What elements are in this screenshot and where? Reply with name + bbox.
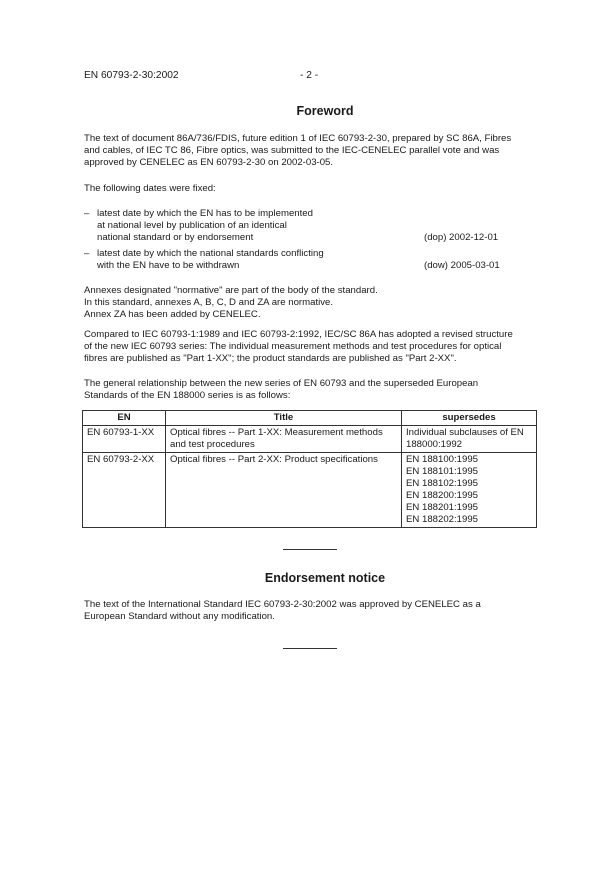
- text-line: In this standard, annexes A, B, C, D and ZA are normative.: [84, 297, 334, 308]
- table-header-row: [83, 411, 537, 426]
- text-line: latest date by which the national standards conflicting: [97, 248, 324, 259]
- superseded-standard: EN 188100:1995: [406, 454, 479, 465]
- cell-title: Optical fibres -- Part 2-XX: Product specifications: [166, 453, 402, 528]
- superseded-standard: EN 188200:1995: [406, 490, 479, 501]
- endorsement-title: Endorsement notice: [264, 571, 386, 585]
- foreword-title: Foreword: [296, 104, 354, 118]
- text-line: of the new IEC 60793 series: The individual measurement methods and test procedures for optical: [84, 341, 502, 352]
- date-item-dow-text: [97, 248, 337, 272]
- text-line: and cables, of IEC TC 86, Fibre optics, was submitted to the IEC-CENELEC parallel vote and was: [84, 145, 500, 156]
- comparison-paragraph: [84, 329, 537, 365]
- superseded-standard: EN 188201:1995: [406, 502, 479, 513]
- relationship-paragraph: [84, 378, 537, 402]
- list-dash: –: [84, 248, 90, 259]
- list-dash: –: [84, 208, 90, 219]
- page-number: - 2 -: [300, 70, 319, 81]
- text-line: The text of document 86A/736/FDIS, future edition 1 of IEC 60793-2-30, prepared by SC 86A, Fibres: [84, 133, 512, 144]
- date-item-dop-text: [97, 208, 337, 244]
- column-header-title: Title: [166, 411, 402, 426]
- text-line: Annex ZA has been added by CENELEC.: [84, 309, 261, 320]
- date-dow: (dow) 2005-03-01: [424, 260, 500, 271]
- text-line: Compared to IEC 60793-1:1989 and IEC 60793-2:1992, IEC/SC 86A has adopted a revised structure: [84, 329, 513, 340]
- end-divider: [283, 648, 337, 649]
- superseded-standard: Individual subclauses of EN 188000:1992: [406, 427, 524, 450]
- text-line: The text of the International Standard IEC 60793-2-30:2002 was approved by CENELEC as a: [84, 599, 481, 610]
- superseded-standard: EN 188101:1995: [406, 466, 479, 477]
- text-line: with the EN have to be withdrawn: [97, 260, 240, 271]
- text-line: approved by CENELEC as EN 60793-2-30 on 2002-03-05.: [84, 157, 334, 168]
- column-header-en: EN: [83, 411, 166, 426]
- cell-supersedes: [402, 426, 537, 453]
- cell-supersedes: [402, 453, 537, 528]
- text-line: European Standard without any modification.: [84, 611, 275, 622]
- superseded-standard: EN 188202:1995: [406, 514, 479, 525]
- section-divider: [283, 549, 337, 550]
- table-row: [83, 453, 537, 528]
- text-line: Annexes designated "normative" are part of the body of the standard.: [84, 285, 378, 296]
- table-row: [83, 426, 537, 453]
- foreword-intro-paragraph: [84, 133, 537, 169]
- text-line: national standard or by endorsement: [97, 232, 254, 243]
- cell-en: EN 60793-1-XX: [83, 426, 166, 453]
- endorsement-paragraph: [84, 599, 537, 623]
- text-line: Standards of the EN 188000 series is as follows:: [84, 390, 291, 401]
- supersedes-table: [82, 410, 537, 528]
- dates-intro: The following dates were fixed:: [84, 183, 216, 194]
- text-line: latest date by which the EN has to be implemented: [97, 208, 313, 219]
- superseded-standard: EN 188102:1995: [406, 478, 479, 489]
- text-line: The general relationship between the new series of EN 60793 and the superseded European: [84, 378, 479, 389]
- cell-en: EN 60793-2-XX: [83, 453, 166, 528]
- column-header-supersedes: supersedes: [402, 411, 537, 426]
- document-id: EN 60793-2-30:2002: [84, 70, 179, 81]
- date-dop: (dop) 2002-12-01: [424, 232, 499, 243]
- annex-paragraph: [84, 285, 537, 321]
- cell-title: Optical fibres -- Part 1-XX: Measurement methods and test procedures: [166, 426, 402, 453]
- text-line: at national level by publication of an identical: [97, 220, 287, 231]
- text-line: fibres are published as "Part 1-XX"; the product standards are published as "Part 2-XX".: [84, 353, 457, 364]
